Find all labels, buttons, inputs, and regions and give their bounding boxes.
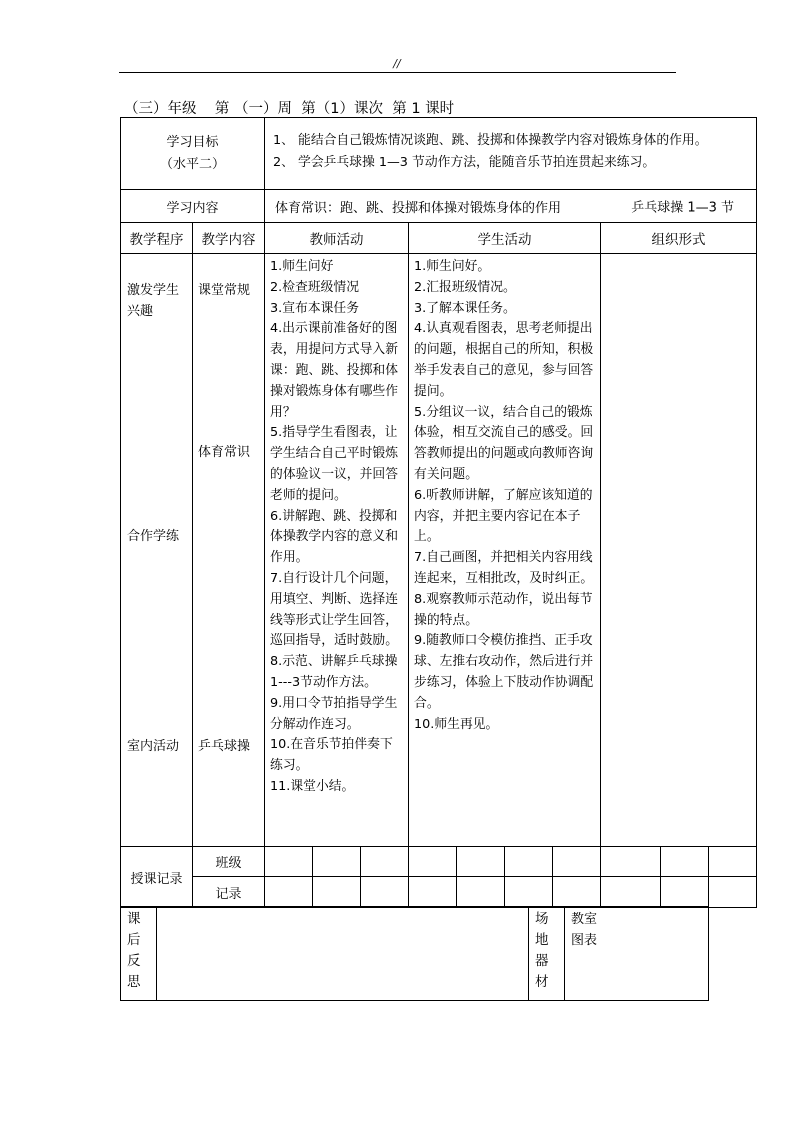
teacher-activity-item: 1.师生问好 xyxy=(270,259,334,274)
student-activity-item: 2.汇报班级情况。 xyxy=(414,279,516,295)
student-activity-item: 1.师生问好。 xyxy=(414,259,491,274)
record-cell xyxy=(313,847,361,877)
student-activity-item: 4.认真观看图表，思考老师提出的问题，根据自己的所知，积极举手发表自己的意见，参与回答提问。 xyxy=(414,321,594,399)
venue-body xyxy=(565,907,709,1001)
reflection-label-char: 后 xyxy=(127,932,141,948)
record-cell xyxy=(361,877,409,908)
teacher-activity-item: 6.讲解跑、跳、投掷和体操教学内容的意义和作用。 xyxy=(270,508,398,566)
reflection-label-char: 反 xyxy=(127,953,141,969)
record-cell xyxy=(601,877,661,908)
record-notes-label: 记录 xyxy=(193,877,265,908)
record-cell xyxy=(457,877,505,908)
student-activity-item: 7.自己画图，并把相关内容用线连起来，互相批改，及时纠正。 xyxy=(414,550,594,586)
student-activity-item: 10.师生再见。 xyxy=(414,716,499,732)
teacher-activity-item: 9.用口令节拍指导学生分解动作连习。 xyxy=(270,695,398,732)
student-activity-item: 9.随教师口令模仿推挡、正手攻球、左推右攻动作，然后进行并步练习，体验上下肢动作协调配合。 xyxy=(414,633,594,711)
col-header-organization: 组织形式 xyxy=(601,223,757,254)
student-activity-cell xyxy=(409,254,601,847)
col-header-student: 学生活动 xyxy=(409,223,601,254)
col-header-procedure: 教学程序 xyxy=(121,223,193,254)
reflection-table xyxy=(120,906,709,1001)
teacher-activity-item: 10.在音乐节拍伴奏下练习。 xyxy=(270,737,393,774)
teacher-activity-item: 11.课堂小结。 xyxy=(270,778,355,794)
record-cell xyxy=(601,847,661,877)
header-rule xyxy=(119,72,676,73)
student-activity-item: 5.分组议一议，结合自己的锻炼体验，相互交流自己的感受。回答教师提出的问题或向教师咨询有关问题。 xyxy=(414,404,594,482)
record-cell xyxy=(505,847,553,877)
topic-routine: 课堂常规 xyxy=(198,283,251,298)
record-cell xyxy=(409,877,457,908)
record-cell xyxy=(313,877,361,908)
teacher-activity-item: 8.示范、讲解乒乓球操1---3节动作方法。 xyxy=(270,654,398,690)
record-cell xyxy=(661,847,709,877)
goals-text-cell xyxy=(265,118,757,190)
content-text-right: 乒乓球操 1—3 节 xyxy=(631,200,735,216)
reflection-label-char: 课 xyxy=(127,911,141,927)
teacher-activity-item: 4.出示课前准备好的图表，用提问方式导入新课：跑、跳、投掷和体操对锻炼身体有哪些作用？ xyxy=(270,321,398,420)
student-activity-item: 8.观察教师示范动作，说出每节操的特点。 xyxy=(414,591,593,628)
goal-item-2: 2、 学会乒乓球操 1—3 节动作方法，能随音乐节拍连贯起来练习。 xyxy=(273,155,656,170)
record-cell xyxy=(709,847,757,877)
content-text: 体育常识：跑、跳、投掷和体操对锻炼身体的作用 xyxy=(275,200,562,216)
venue-label-char: 材 xyxy=(535,974,549,990)
header-mark: // xyxy=(393,57,401,70)
venue-label xyxy=(529,907,565,1001)
col-header-content: 教学内容 xyxy=(193,223,265,254)
stage-cooperate: 合作学练 xyxy=(127,529,180,544)
reflection-body xyxy=(157,907,529,1001)
topic-pingpong: 乒乓球操 xyxy=(198,739,251,754)
record-cell xyxy=(265,847,313,877)
record-cell xyxy=(361,847,409,877)
content-text-cell xyxy=(265,190,757,223)
record-cell xyxy=(505,877,553,908)
venue-label-char: 地 xyxy=(535,932,549,948)
venue-item: 教室 xyxy=(571,912,598,927)
reflection-label xyxy=(121,907,157,1001)
record-class-label: 班级 xyxy=(193,847,265,877)
record-cell xyxy=(553,847,601,877)
topic-knowledge: 体育常识 xyxy=(198,445,251,460)
record-cell xyxy=(661,877,709,908)
record-cell xyxy=(709,877,757,908)
venue-item: 图表 xyxy=(571,933,598,948)
lesson-title: （三）年级 第 （一）周 第（1）课次 第 1 课时 xyxy=(124,101,455,117)
record-label: 授课记录 xyxy=(121,847,193,908)
goal-item-1: 1、 能结合自己锻炼情况谈跑、跳、投掷和体操教学内容对锻炼身体的作用。 xyxy=(273,133,708,148)
teacher-activity-cell xyxy=(265,254,409,847)
record-cell xyxy=(265,877,313,908)
record-cell xyxy=(409,847,457,877)
record-cell xyxy=(457,847,505,877)
procedure-cell xyxy=(121,254,193,847)
stage-motivate: 激发学生兴趣 xyxy=(127,283,180,319)
reflection-label-char: 思 xyxy=(127,974,141,990)
student-activity-item: 3.了解本课任务。 xyxy=(414,300,516,316)
organization-cell xyxy=(601,254,757,847)
content-label: 学习内容 xyxy=(121,190,265,223)
goals-level: （水平二） xyxy=(160,156,226,172)
student-activity-item: 6.听教师讲解，了解应该知道的内容，并把主要内容记在本子上。 xyxy=(414,487,593,545)
topic-cell xyxy=(193,254,265,847)
goals-label-cell xyxy=(121,118,265,190)
venue-label-char: 器 xyxy=(535,953,549,969)
teacher-activity-item: 5.指导学生看图表，让学生结合自己平时锻炼的体验议一议，并回答老师的提问。 xyxy=(270,425,398,503)
lesson-plan-table xyxy=(120,117,757,908)
stage-indoor: 室内活动 xyxy=(127,739,180,754)
teacher-activity-item: 2.检查班级情况 xyxy=(270,279,360,295)
teacher-activity-item: 7.自行设计几个问题，用填空、判断、选择连线等形式让学生回答，巡回指导，适时鼓励。 xyxy=(270,570,398,649)
teacher-activity-item: 3.宣布本课任务 xyxy=(270,300,360,316)
col-header-teacher: 教师活动 xyxy=(265,223,409,254)
venue-label-char: 场 xyxy=(535,911,549,927)
record-cell xyxy=(553,877,601,908)
goals-label: 学习目标 xyxy=(166,134,219,150)
